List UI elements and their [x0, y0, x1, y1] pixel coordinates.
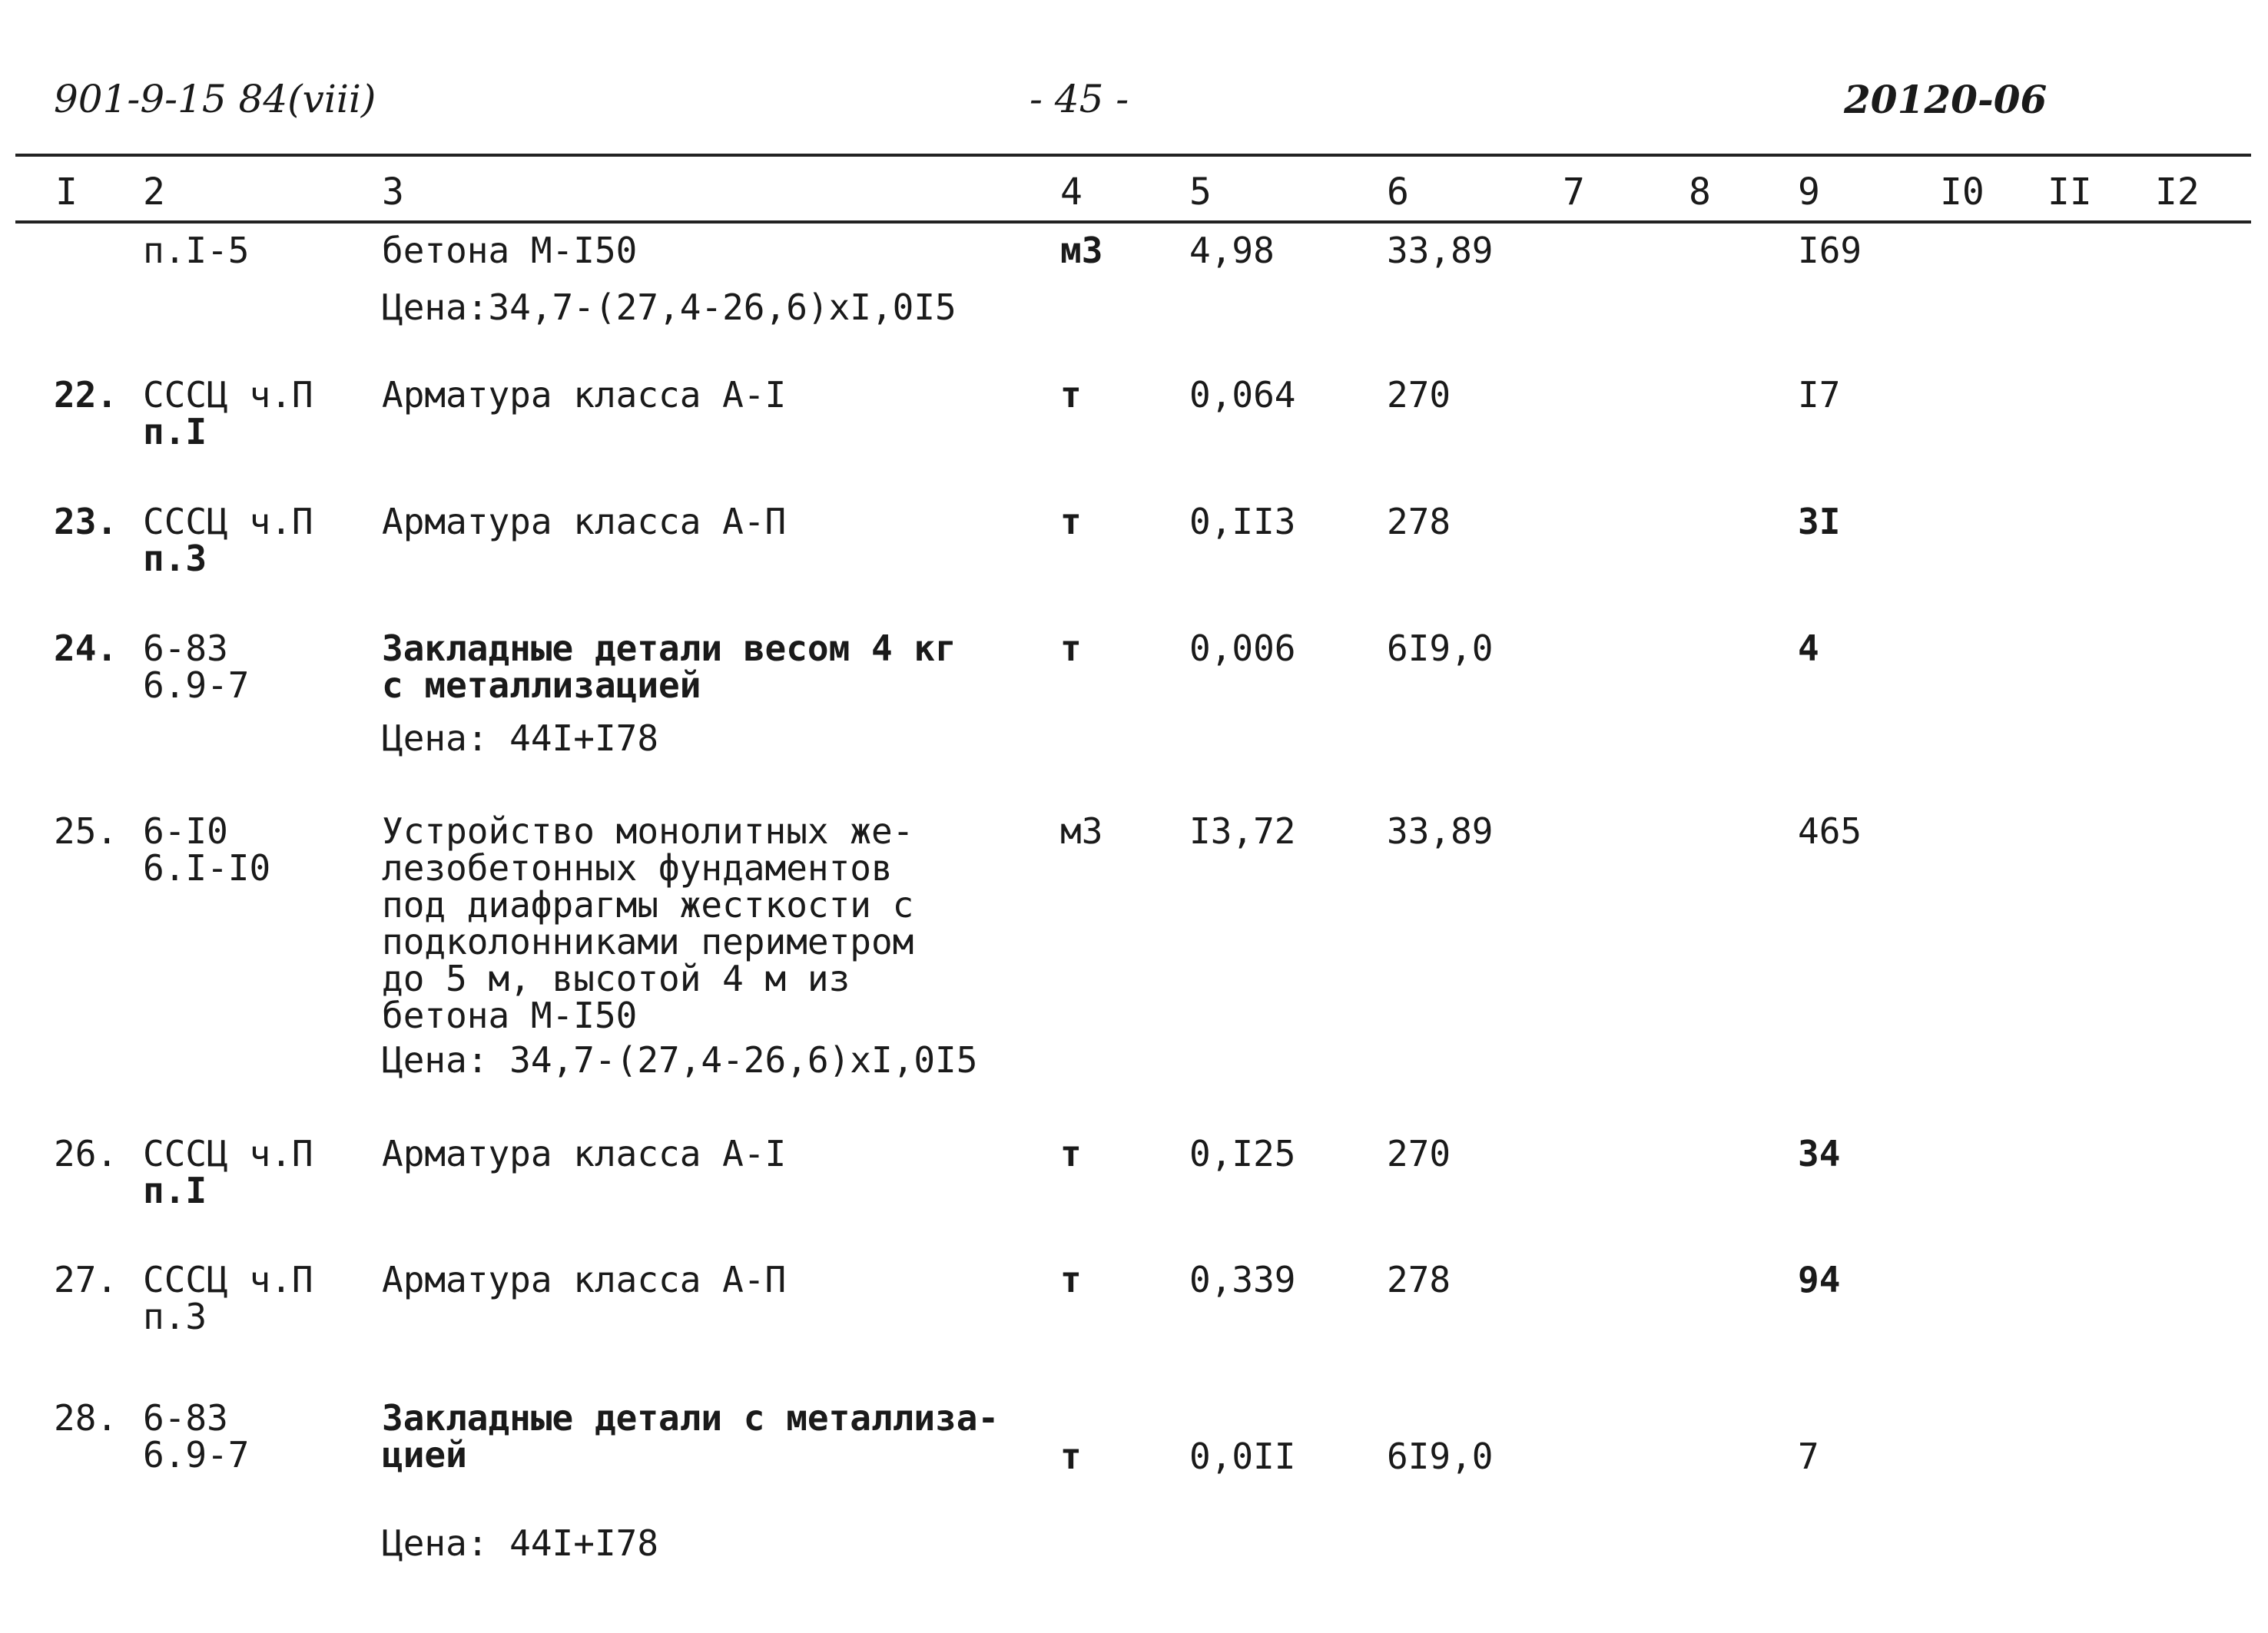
- row-quantity: I3,72: [1189, 810, 1296, 852]
- row-price-formula: Цена:34,7-(27,4-26,6)xI,0I5: [382, 287, 957, 328]
- top-rule: [15, 154, 2251, 157]
- row-unit-cost: 278: [1387, 1259, 1451, 1300]
- column-number-8: 8: [1689, 171, 1711, 214]
- row-description-line: Арматура класса А-I: [382, 374, 787, 416]
- row-quantity: 4,98: [1189, 230, 1275, 271]
- row-reference-line: 6.9-7: [143, 664, 250, 706]
- row-unit-cost: 33,89: [1387, 810, 1494, 852]
- column-number-9: 9: [1798, 171, 1820, 214]
- row-description-line: с металлизацией: [382, 664, 701, 706]
- row-number: 23.: [54, 501, 118, 542]
- row-reference-line: п.I-5: [143, 230, 250, 271]
- row-number: 28.: [54, 1397, 118, 1439]
- row-reference-line: п.I: [143, 1170, 207, 1211]
- row-number: 27.: [54, 1259, 118, 1300]
- row-description-line: Арматура класса А-I: [382, 1133, 787, 1174]
- row-description-line: лезобетонных фундаментов: [382, 847, 893, 889]
- row-reference-line: п.3: [143, 1296, 207, 1337]
- row-description-line: под диафрагмы жесткости с: [382, 884, 914, 926]
- row-reference-line: СССЦ ч.П: [143, 1259, 313, 1300]
- row-description-line: Арматура класса А-П: [382, 1259, 787, 1300]
- row-price-formula: Цена: 44I+I78: [382, 1522, 659, 1564]
- row-reference-line: СССЦ ч.П: [143, 374, 313, 416]
- row-quantity: 0,064: [1189, 374, 1296, 416]
- column-number-5: 5: [1189, 171, 1212, 214]
- column-number-3: 3: [382, 171, 404, 214]
- row-reference-line: 6-83: [143, 1397, 228, 1439]
- row-unit-cost: 6I9,0: [1387, 628, 1494, 669]
- page-number: - 45 -: [1030, 77, 1129, 121]
- row-reference-line: 6-83: [143, 628, 228, 669]
- row-description-line: бетона М-I50: [382, 230, 638, 271]
- row-unit: т: [1060, 374, 1082, 416]
- row-quantity: 0,339: [1189, 1259, 1296, 1300]
- row-number: 22.: [54, 374, 118, 416]
- row-number: 25.: [54, 810, 118, 852]
- row-unit-cost: 270: [1387, 1133, 1451, 1174]
- row-unit: т: [1060, 1133, 1082, 1174]
- row-total: 94: [1798, 1259, 1841, 1300]
- row-unit-cost: 278: [1387, 501, 1451, 542]
- row-price-formula: Цена: 44I+I78: [382, 717, 659, 759]
- column-number-6: 6: [1387, 171, 1409, 214]
- column-number-11: II: [2048, 171, 2092, 214]
- row-quantity: 0,I25: [1189, 1133, 1296, 1174]
- row-total: I7: [1798, 374, 1841, 416]
- column-number-4: 4: [1060, 171, 1083, 214]
- row-reference-line: СССЦ ч.П: [143, 1133, 313, 1174]
- document-code: 901-9-15 84(viii): [54, 77, 376, 121]
- row-quantity: 0,II3: [1189, 501, 1296, 542]
- row-total: 465: [1798, 810, 1862, 852]
- row-unit-cost: 33,89: [1387, 230, 1494, 271]
- row-reference-line: 6.9-7: [143, 1434, 250, 1476]
- row-reference-line: СССЦ ч.П: [143, 501, 313, 542]
- row-number: 24.: [54, 628, 118, 669]
- row-quantity: 0,006: [1189, 628, 1296, 669]
- column-number-10: I0: [1940, 171, 1984, 214]
- row-number: 26.: [54, 1133, 118, 1174]
- row-description-line: Устройство монолитных же-: [382, 810, 914, 852]
- row-unit: м3: [1060, 810, 1103, 852]
- row-description-line: подколонниками периметром: [382, 921, 914, 962]
- row-description-line: до 5 м, высотой 4 м из: [382, 958, 850, 999]
- header-rule: [15, 220, 2251, 224]
- row-description-line: Закладные детали весом 4 кг: [382, 628, 957, 669]
- row-quantity: 0,0II: [1189, 1436, 1296, 1477]
- row-unit: т: [1060, 1436, 1082, 1477]
- row-unit-cost: 6I9,0: [1387, 1436, 1494, 1477]
- sheet-code: 20120-06: [1844, 77, 2048, 122]
- column-number-1: I: [55, 171, 78, 214]
- row-description-line: цией: [382, 1434, 467, 1476]
- row-total: 3I: [1798, 501, 1841, 542]
- row-description-line: Закладные детали с металлиза-: [382, 1397, 1000, 1439]
- row-reference-line: 6.I-I0: [143, 847, 271, 889]
- row-reference-line: п.3: [143, 538, 207, 579]
- row-unit: м3: [1060, 230, 1103, 271]
- column-number-12: I2: [2155, 171, 2200, 214]
- row-description-line: бетона М-I50: [382, 995, 638, 1036]
- column-number-7: 7: [1563, 171, 1585, 214]
- row-total: 7: [1798, 1436, 1819, 1477]
- row-unit: т: [1060, 1259, 1082, 1300]
- row-total: I69: [1798, 230, 1862, 271]
- row-unit-cost: 270: [1387, 374, 1451, 416]
- row-price-formula: Цена: 34,7-(27,4-26,6)xI,0I5: [382, 1039, 978, 1081]
- row-total: 4: [1798, 628, 1819, 669]
- column-number-2: 2: [143, 171, 165, 214]
- row-total: 34: [1798, 1133, 1841, 1174]
- row-reference-line: п.I: [143, 411, 207, 452]
- row-unit: т: [1060, 628, 1082, 669]
- row-reference-line: 6-I0: [143, 810, 228, 852]
- row-unit: т: [1060, 501, 1082, 542]
- row-description-line: Арматура класса А-П: [382, 501, 787, 542]
